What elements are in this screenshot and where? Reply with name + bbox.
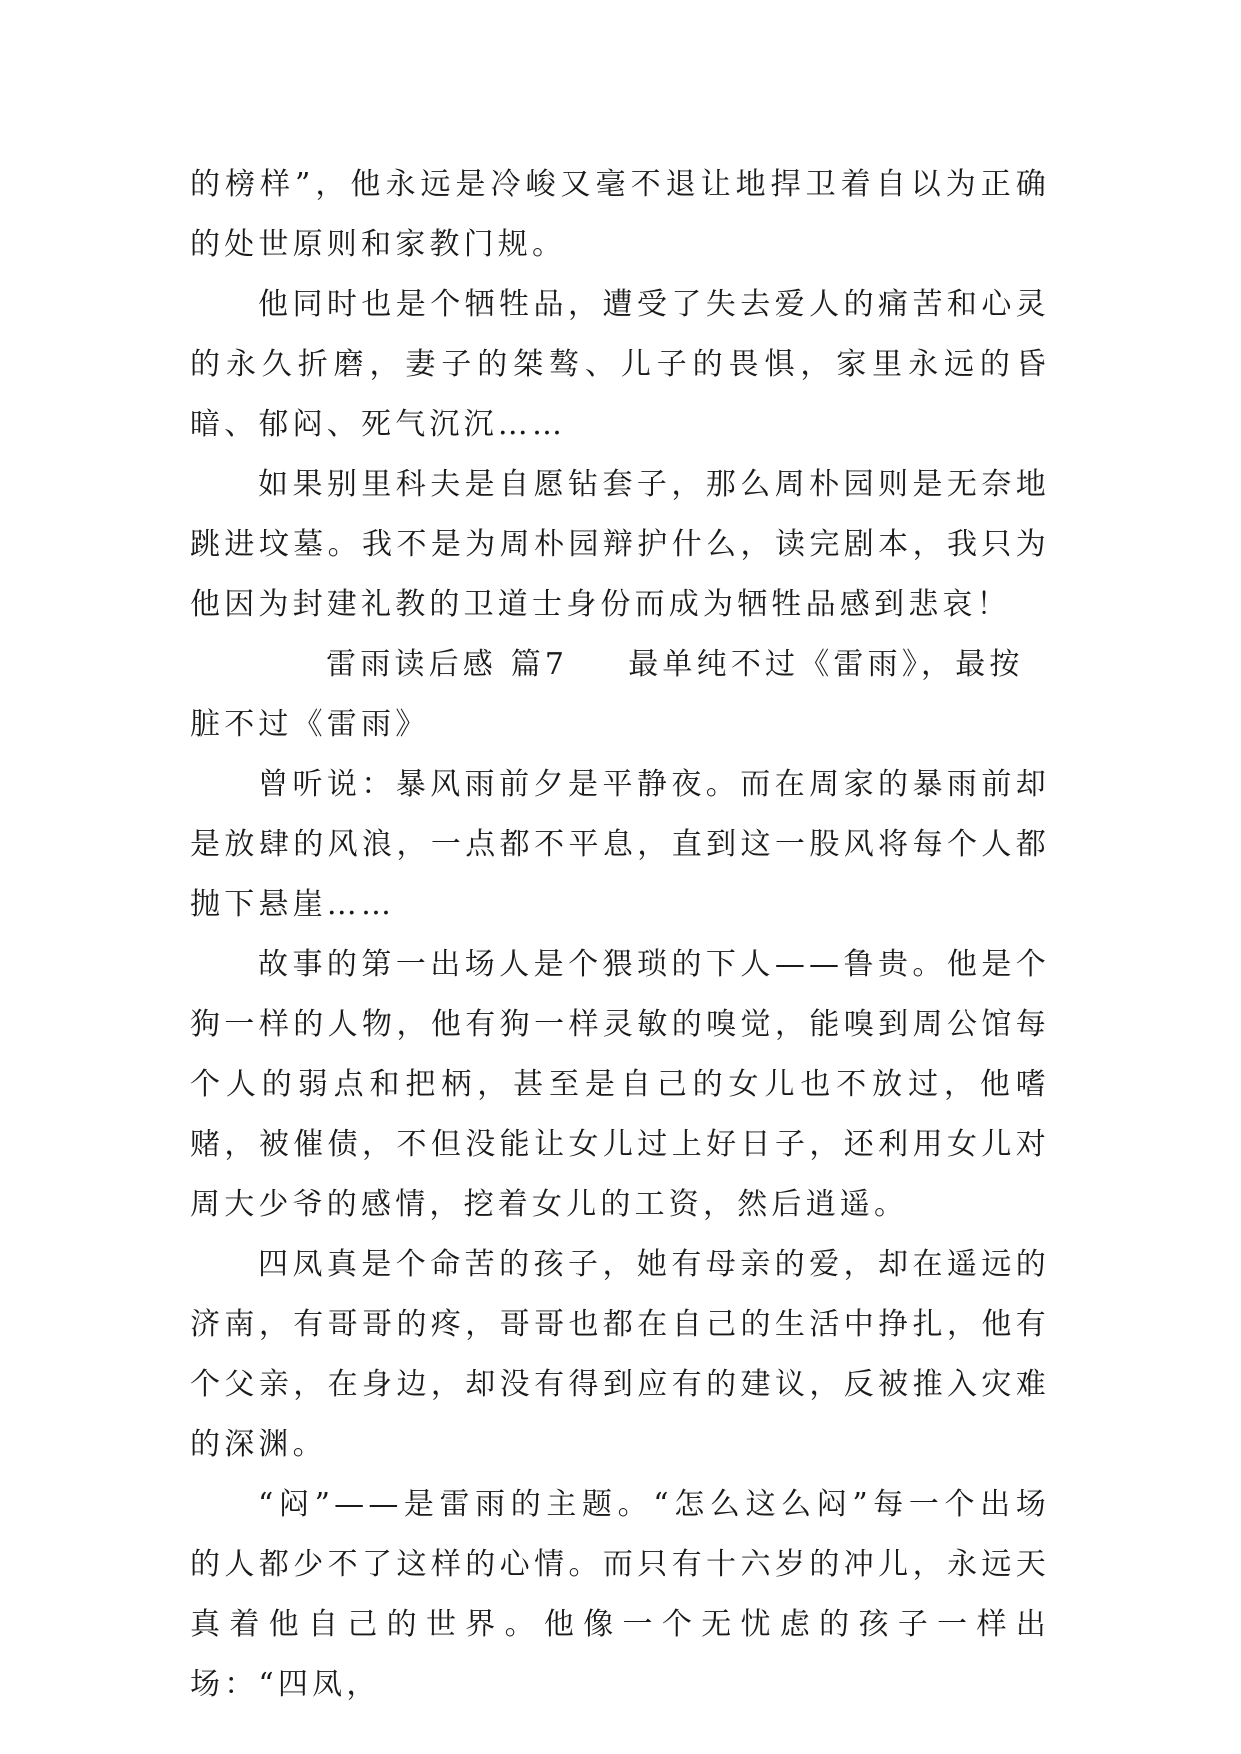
document-page: [190, 155, 1050, 1715]
paragraph: 他同时也是个牺牲品，遭受了失去爱人的痛苦和心灵的永久折磨，妻子的桀骜、儿子的畏惧，家里永远的昏暗、郁闷、死气沉沉……: [190, 287, 1050, 442]
section-title: 最单纯不过《雷雨》，最按脏不过《雷雨》: [190, 647, 1024, 742]
section-label: 雷雨读后感 篇7: [326, 647, 569, 682]
paragraph: 的榜样”，他永远是冷峻又毫不退让地捍卫着自以为正确的处世原则和家教门规。: [190, 167, 1050, 262]
paragraph: “闷”——是雷雨的主题。“怎么这么闷”每一个出场的人都少不了这样的心情。而只有十六岁的冲儿，永远天真着他自己的世界。他像一个无忧虑的孩子一样出场：“四凤，: [190, 1487, 1050, 1702]
paragraph: 四凤真是个命苦的孩子，她有母亲的爱，却在遥远的济南，有哥哥的疼，哥哥也都在自己的生活中挣扎，他有个父亲，在身边，却没有得到应有的建议，反被推入灾难的深渊。: [190, 1247, 1050, 1462]
paragraph: 如果别里科夫是自愿钻套子，那么周朴园则是无奈地跳进坟墓。我不是为周朴园辩护什么，读完剧本，我只为他因为封建礼教的卫道士身份而成为牺牲品感到悲哀！: [190, 467, 1050, 622]
section-heading: [190, 635, 1050, 755]
paragraph: 曾听说：暴风雨前夕是平静夜。而在周家的暴雨前却是放肆的风浪，一点都不平息，直到这一股风将每个人都抛下悬崖……: [190, 767, 1050, 922]
paragraph: 故事的第一出场人是个猥琐的下人——鲁贵。他是个狗一样的人物，他有狗一样灵敏的嗅觉，能嗅到周公馆每个人的弱点和把柄，甚至是自己的女儿也不放过，他嗜赌，被催债，不但没能让女儿过上好日子，还利用女儿对周大少爷的感情，挖着女儿的工资，然后逍遥。: [190, 947, 1050, 1222]
